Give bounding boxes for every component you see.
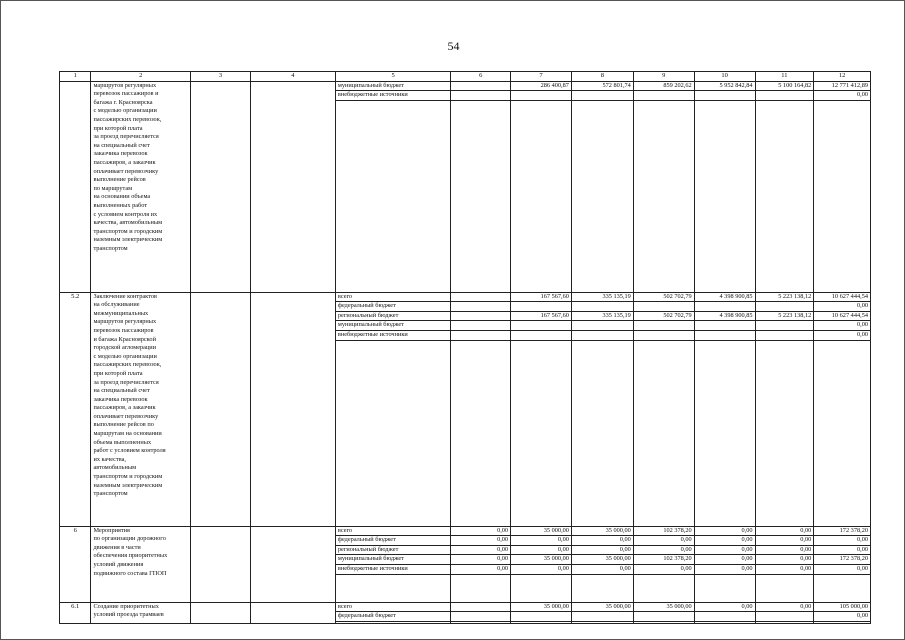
amount-12: 0,00 (814, 564, 871, 574)
amount-9: 102 378,20 (633, 526, 694, 536)
executor-cell (191, 81, 251, 292)
amount-8: 572 801,74 (571, 81, 633, 91)
funding-source: региональный бюджет (335, 311, 450, 321)
amount-9: 35 000,00 (633, 602, 694, 612)
amount-11: 5 100 164,82 (755, 81, 814, 91)
row-number (60, 81, 91, 292)
column-header: 8 (571, 72, 633, 82)
amount-9 (633, 330, 694, 340)
funding-source: региональный бюджет (335, 545, 450, 555)
empty-cell (694, 574, 755, 602)
amount-10: 0,00 (694, 564, 755, 574)
amount-8 (571, 321, 633, 331)
amount-9 (633, 302, 694, 312)
amount-11: 0,00 (755, 545, 814, 555)
funding-source: федеральный бюджет (335, 536, 450, 546)
funding-source: всего (335, 526, 450, 536)
amount-11 (755, 302, 814, 312)
amount-9: 102 378,20 (633, 555, 694, 565)
amount-10: 4 398 900,85 (694, 292, 755, 302)
column-header-row (60, 72, 871, 82)
empty-cell (511, 100, 572, 292)
empty-cell (694, 340, 755, 526)
amount-6: 0,00 (451, 555, 511, 565)
empty-cell (451, 340, 511, 526)
empty-cell (694, 621, 755, 623)
amount-7: 35 000,00 (511, 602, 572, 612)
amount-8: 335 135,19 (571, 292, 633, 302)
amount-11: 5 223 138,12 (755, 311, 814, 321)
table-row (60, 81, 871, 91)
funding-source: федеральный бюджет (335, 302, 450, 312)
amount-12: 12 771 412,89 (814, 81, 871, 91)
amount-12: 10 627 444,54 (814, 311, 871, 321)
amount-12: 0,00 (814, 330, 871, 340)
amount-6 (451, 91, 511, 101)
funding-source: муниципальный бюджет (335, 321, 450, 331)
amount-11: 0,00 (755, 526, 814, 536)
amount-10: 0,00 (694, 602, 755, 612)
amount-12: 105 000,00 (814, 602, 871, 612)
empty-cell (633, 621, 694, 623)
activity-description: маршрутов регулярных перевозок пассажиров и багажа г. Красноярска с моделью организации пассажирских перевозок, при которой плата за проезд перечисляется на специальный счет заказчика перевозок пассажиров, а заказчик оплачивает перевозчику выполнение рейсов по маршрутам на основании объема выполненных работ с условием контроля их качества, автомобильным транспортом и городским наземным электрическим транспортом (91, 81, 191, 292)
amount-8: 35 000,00 (571, 555, 633, 565)
amount-9: 0,00 (633, 536, 694, 546)
amount-10 (694, 330, 755, 340)
amount-8 (571, 91, 633, 101)
amount-12: 0,00 (814, 91, 871, 101)
amount-7: 286 400,87 (511, 81, 572, 91)
empty-cell (814, 100, 871, 292)
executor-cell (191, 292, 251, 526)
amount-6: 0,00 (451, 526, 511, 536)
amount-7: 167 567,60 (511, 292, 572, 302)
amount-6 (451, 81, 511, 91)
empty-cell (633, 100, 694, 292)
amount-12: 0,00 (814, 545, 871, 555)
funding-source: внебюджетные источники (335, 564, 450, 574)
funding-source: муниципальный бюджет (335, 81, 450, 91)
empty-cell (633, 340, 694, 526)
amount-8: 0,00 (571, 536, 633, 546)
empty-cell (451, 100, 511, 292)
amount-7 (511, 302, 572, 312)
amount-8 (571, 612, 633, 622)
amount-7: 0,00 (511, 536, 572, 546)
empty-cell (755, 100, 814, 292)
table-body (60, 72, 871, 624)
table-row (60, 292, 871, 302)
amount-12: 172 378,20 (814, 526, 871, 536)
page-number: 54 (447, 39, 460, 53)
amount-11 (755, 612, 814, 622)
column-header: 2 (91, 72, 191, 82)
amount-10 (694, 321, 755, 331)
amount-7: 35 000,00 (511, 526, 572, 536)
empty-cell (451, 621, 511, 623)
empty-cell (814, 574, 871, 602)
amount-7: 35 000,00 (511, 555, 572, 565)
amount-6 (451, 321, 511, 331)
indicator-cell (250, 602, 335, 623)
amount-10: 0,00 (694, 555, 755, 565)
amount-6 (451, 612, 511, 622)
empty-cell (511, 574, 572, 602)
amount-9 (633, 91, 694, 101)
column-header: 6 (451, 72, 511, 82)
funding-source: всего (335, 292, 450, 302)
amount-7: 167 567,60 (511, 311, 572, 321)
executor-cell (191, 602, 251, 623)
amount-6 (451, 302, 511, 312)
amount-10 (694, 91, 755, 101)
amount-6 (451, 330, 511, 340)
column-header: 5 (335, 72, 450, 82)
column-header: 3 (191, 72, 251, 82)
empty-cell (335, 574, 450, 602)
empty-cell (571, 340, 633, 526)
column-header: 7 (511, 72, 572, 82)
amount-11: 0,00 (755, 564, 814, 574)
table-row (60, 526, 871, 536)
amount-6 (451, 602, 511, 612)
empty-cell (694, 100, 755, 292)
amount-7: 0,00 (511, 564, 572, 574)
table-row (60, 602, 871, 612)
amount-11 (755, 321, 814, 331)
amount-6 (451, 311, 511, 321)
empty-cell (335, 340, 450, 526)
row-number: 6 (60, 526, 91, 602)
empty-cell (814, 340, 871, 526)
column-header: 9 (633, 72, 694, 82)
amount-11: 0,00 (755, 602, 814, 612)
amount-10: 0,00 (694, 526, 755, 536)
empty-cell (335, 100, 450, 292)
amount-12: 0,00 (814, 612, 871, 622)
empty-cell (755, 574, 814, 602)
amount-12: 0,00 (814, 536, 871, 546)
amount-7: 0,00 (511, 545, 572, 555)
amount-9 (633, 321, 694, 331)
amount-8 (571, 330, 633, 340)
activity-description: Мероприятия по организации дорожного движения в части обеспечения приоритетных условий движения подвижного состава ГПОП (91, 526, 191, 602)
amount-6: 0,00 (451, 536, 511, 546)
column-header: 10 (694, 72, 755, 82)
row-number: 6.1 (60, 602, 91, 623)
column-header: 12 (814, 72, 871, 82)
amount-11: 0,00 (755, 555, 814, 565)
empty-cell (571, 574, 633, 602)
amount-10: 4 398 900,85 (694, 311, 755, 321)
funding-source: федеральный бюджет (335, 612, 450, 622)
amount-9 (633, 612, 694, 622)
amount-8: 35 000,00 (571, 602, 633, 612)
amount-12: 10 627 444,54 (814, 292, 871, 302)
amount-9: 0,00 (633, 545, 694, 555)
amount-12: 0,00 (814, 302, 871, 312)
amount-6 (451, 292, 511, 302)
amount-8: 35 000,00 (571, 526, 633, 536)
amount-11 (755, 91, 814, 101)
amount-10 (694, 612, 755, 622)
empty-cell (511, 340, 572, 526)
executor-cell (191, 526, 251, 602)
row-number: 5.2 (60, 292, 91, 526)
empty-cell (755, 340, 814, 526)
empty-cell (451, 574, 511, 602)
amount-11: 0,00 (755, 536, 814, 546)
empty-cell (755, 621, 814, 623)
amount-6: 0,00 (451, 564, 511, 574)
empty-cell (571, 100, 633, 292)
amount-7 (511, 330, 572, 340)
column-header: 11 (755, 72, 814, 82)
empty-cell (335, 621, 450, 623)
column-header: 1 (60, 72, 91, 82)
amount-12: 172 378,20 (814, 555, 871, 565)
funding-source: муниципальный бюджет (335, 555, 450, 565)
indicator-cell (250, 526, 335, 602)
amount-10: 0,00 (694, 536, 755, 546)
amount-8 (571, 302, 633, 312)
indicator-cell (250, 292, 335, 526)
column-header: 4 (250, 72, 335, 82)
amount-7 (511, 612, 572, 622)
empty-cell (571, 621, 633, 623)
amount-12: 0,00 (814, 321, 871, 331)
amount-7 (511, 91, 572, 101)
indicator-cell (250, 81, 335, 292)
amount-9: 0,00 (633, 564, 694, 574)
amount-11: 5 223 138,12 (755, 292, 814, 302)
amount-10: 5 952 842,84 (694, 81, 755, 91)
activity-description: Создание приоритетных условий проезда трамваев (91, 602, 191, 623)
budget-table (59, 71, 871, 624)
amount-10: 0,00 (694, 545, 755, 555)
amount-9: 502 702,79 (633, 311, 694, 321)
amount-8: 335 135,19 (571, 311, 633, 321)
amount-9: 859 202,62 (633, 81, 694, 91)
amount-6: 0,00 (451, 545, 511, 555)
empty-cell (511, 621, 572, 623)
amount-9: 502 702,79 (633, 292, 694, 302)
funding-source: внебюджетные источники (335, 91, 450, 101)
amount-10 (694, 302, 755, 312)
empty-cell (633, 574, 694, 602)
activity-description: Заключение контрактов на обслуживание межмуниципальных маршрутов регулярных перевозок пассажиров и багажа Красноярской городской агломерации с моделью организации пассажирских перевозок, при которой плата за проезд перечисляется на специальный счет заказчика перевозок пассажиров, а заказчик оплачивает перевозчику выполнение рейсов по маршрутам на основании объема выполненных работ с условием контроля их качества, автомобильным транспортом и городским наземным электрическим транспортом (91, 292, 191, 526)
funding-source: внебюджетные источники (335, 330, 450, 340)
amount-8: 0,00 (571, 564, 633, 574)
amount-8: 0,00 (571, 545, 633, 555)
funding-source: всего (335, 602, 450, 612)
amount-11 (755, 330, 814, 340)
empty-cell (814, 621, 871, 623)
amount-7 (511, 321, 572, 331)
